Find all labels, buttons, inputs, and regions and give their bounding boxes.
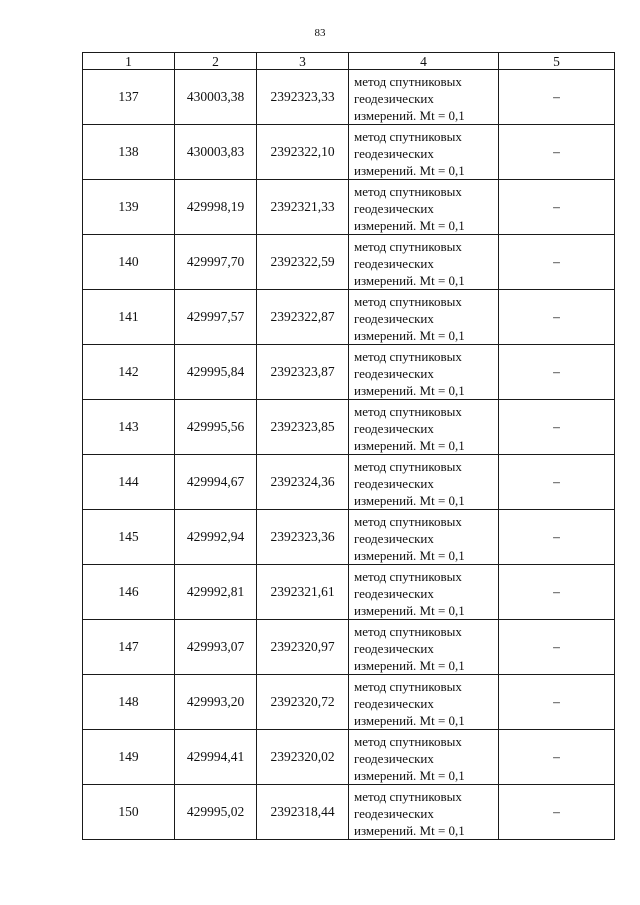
note-cell: –	[499, 510, 615, 565]
method-text-line: измерений. Mt = 0,1	[354, 712, 465, 728]
method-text-line: геодезических	[354, 475, 434, 491]
method-text-line: геодезических	[354, 255, 434, 271]
method-cell	[349, 180, 499, 235]
y-coordinate-cell: 2392320,97	[257, 620, 349, 675]
column-header-2: 2	[175, 53, 257, 70]
table-row	[83, 345, 615, 400]
method-text-line: метод спутниковых	[354, 403, 462, 419]
table-row	[83, 675, 615, 730]
y-coordinate-cell: 2392321,33	[257, 180, 349, 235]
method-text-line: геодезических	[354, 365, 434, 381]
note-cell: –	[499, 180, 615, 235]
y-coordinate-cell: 2392320,02	[257, 730, 349, 785]
point-number-cell: 141	[83, 290, 175, 345]
note-cell: –	[499, 345, 615, 400]
x-coordinate-cell: 429995,56	[175, 400, 257, 455]
method-cell	[349, 345, 499, 400]
note-cell: –	[499, 125, 615, 180]
method-cell	[349, 730, 499, 785]
method-text-line: метод спутниковых	[354, 623, 462, 639]
y-coordinate-cell: 2392320,72	[257, 675, 349, 730]
method-text-line: измерений. Mt = 0,1	[354, 602, 465, 618]
method-text-line: измерений. Mt = 0,1	[354, 822, 465, 838]
table-row	[83, 730, 615, 785]
point-number-cell: 148	[83, 675, 175, 730]
table-body	[83, 70, 615, 840]
method-text-line: измерений. Mt = 0,1	[354, 162, 465, 178]
method-cell	[349, 290, 499, 345]
x-coordinate-cell: 429997,57	[175, 290, 257, 345]
table-header-row	[83, 53, 615, 70]
point-number-cell: 137	[83, 70, 175, 125]
method-cell	[349, 510, 499, 565]
method-text-line: метод спутниковых	[354, 733, 462, 749]
note-cell: –	[499, 235, 615, 290]
method-text-line: метод спутниковых	[354, 678, 462, 694]
table-row	[83, 235, 615, 290]
method-text-line: метод спутниковых	[354, 128, 462, 144]
method-text-line: метод спутниковых	[354, 183, 462, 199]
y-coordinate-cell: 2392322,59	[257, 235, 349, 290]
method-text-line: измерений. Mt = 0,1	[354, 437, 465, 453]
point-number-cell: 149	[83, 730, 175, 785]
table-row	[83, 400, 615, 455]
table-row	[83, 510, 615, 565]
method-text-line: геодезических	[354, 585, 434, 601]
y-coordinate-cell: 2392318,44	[257, 785, 349, 840]
column-header-1: 1	[83, 53, 175, 70]
method-cell	[349, 125, 499, 180]
method-cell	[349, 455, 499, 510]
note-cell: –	[499, 70, 615, 125]
method-text-line: метод спутниковых	[354, 348, 462, 364]
point-number-cell: 140	[83, 235, 175, 290]
table-row	[83, 290, 615, 345]
y-coordinate-cell: 2392322,10	[257, 125, 349, 180]
table-row	[83, 620, 615, 675]
y-coordinate-cell: 2392323,87	[257, 345, 349, 400]
note-cell: –	[499, 785, 615, 840]
method-cell	[349, 400, 499, 455]
method-text-line: метод спутниковых	[354, 73, 462, 89]
x-coordinate-cell: 429992,94	[175, 510, 257, 565]
x-coordinate-cell: 429994,41	[175, 730, 257, 785]
x-coordinate-cell: 429995,02	[175, 785, 257, 840]
method-text-line: измерений. Mt = 0,1	[354, 767, 465, 783]
method-text-line: метод спутниковых	[354, 568, 462, 584]
point-number-cell: 143	[83, 400, 175, 455]
note-cell: –	[499, 455, 615, 510]
method-text-line: измерений. Mt = 0,1	[354, 107, 465, 123]
x-coordinate-cell: 429993,07	[175, 620, 257, 675]
y-coordinate-cell: 2392324,36	[257, 455, 349, 510]
method-text-line: метод спутниковых	[354, 238, 462, 254]
x-coordinate-cell: 429995,84	[175, 345, 257, 400]
method-text-line: измерений. Mt = 0,1	[354, 272, 465, 288]
method-text-line: измерений. Mt = 0,1	[354, 217, 465, 233]
coordinates-table	[82, 52, 615, 840]
column-header-5: 5	[499, 53, 615, 70]
method-text-line: геодезических	[354, 420, 434, 436]
table-row	[83, 565, 615, 620]
method-text-line: геодезических	[354, 805, 434, 821]
point-number-cell: 142	[83, 345, 175, 400]
method-text-line: геодезических	[354, 90, 434, 106]
table-row	[83, 125, 615, 180]
table-row	[83, 180, 615, 235]
point-number-cell: 138	[83, 125, 175, 180]
table-row	[83, 70, 615, 125]
point-number-cell: 146	[83, 565, 175, 620]
x-coordinate-cell: 429998,19	[175, 180, 257, 235]
method-cell	[349, 235, 499, 290]
note-cell: –	[499, 400, 615, 455]
note-cell: –	[499, 730, 615, 785]
method-cell	[349, 785, 499, 840]
column-header-3: 3	[257, 53, 349, 70]
method-text-line: геодезических	[354, 750, 434, 766]
method-text-line: геодезических	[354, 200, 434, 216]
x-coordinate-cell: 430003,83	[175, 125, 257, 180]
note-cell: –	[499, 290, 615, 345]
point-number-cell: 147	[83, 620, 175, 675]
method-text-line: геодезических	[354, 145, 434, 161]
x-coordinate-cell: 429992,81	[175, 565, 257, 620]
method-text-line: геодезических	[354, 530, 434, 546]
method-cell	[349, 620, 499, 675]
method-text-line: измерений. Mt = 0,1	[354, 657, 465, 673]
note-cell: –	[499, 565, 615, 620]
y-coordinate-cell: 2392321,61	[257, 565, 349, 620]
method-text-line: измерений. Mt = 0,1	[354, 547, 465, 563]
method-text-line: метод спутниковых	[354, 458, 462, 474]
x-coordinate-cell: 429993,20	[175, 675, 257, 730]
method-text-line: измерений. Mt = 0,1	[354, 492, 465, 508]
method-text-line: метод спутниковых	[354, 293, 462, 309]
method-text-line: измерений. Mt = 0,1	[354, 382, 465, 398]
note-cell: –	[499, 620, 615, 675]
table-row	[83, 455, 615, 510]
y-coordinate-cell: 2392323,36	[257, 510, 349, 565]
method-cell	[349, 70, 499, 125]
method-text-line: геодезических	[354, 640, 434, 656]
method-cell	[349, 675, 499, 730]
method-text-line: метод спутниковых	[354, 788, 462, 804]
column-header-4: 4	[349, 53, 499, 70]
method-text-line: геодезических	[354, 695, 434, 711]
point-number-cell: 145	[83, 510, 175, 565]
method-text-line: измерений. Mt = 0,1	[354, 327, 465, 343]
method-text-line: геодезических	[354, 310, 434, 326]
point-number-cell: 144	[83, 455, 175, 510]
x-coordinate-cell: 429994,67	[175, 455, 257, 510]
page-number: 83	[314, 27, 326, 39]
x-coordinate-cell: 430003,38	[175, 70, 257, 125]
point-number-cell: 139	[83, 180, 175, 235]
note-cell: –	[499, 675, 615, 730]
method-cell	[349, 565, 499, 620]
table-row	[83, 785, 615, 840]
y-coordinate-cell: 2392323,85	[257, 400, 349, 455]
point-number-cell: 150	[83, 785, 175, 840]
y-coordinate-cell: 2392323,33	[257, 70, 349, 125]
x-coordinate-cell: 429997,70	[175, 235, 257, 290]
y-coordinate-cell: 2392322,87	[257, 290, 349, 345]
method-text-line: метод спутниковых	[354, 513, 462, 529]
